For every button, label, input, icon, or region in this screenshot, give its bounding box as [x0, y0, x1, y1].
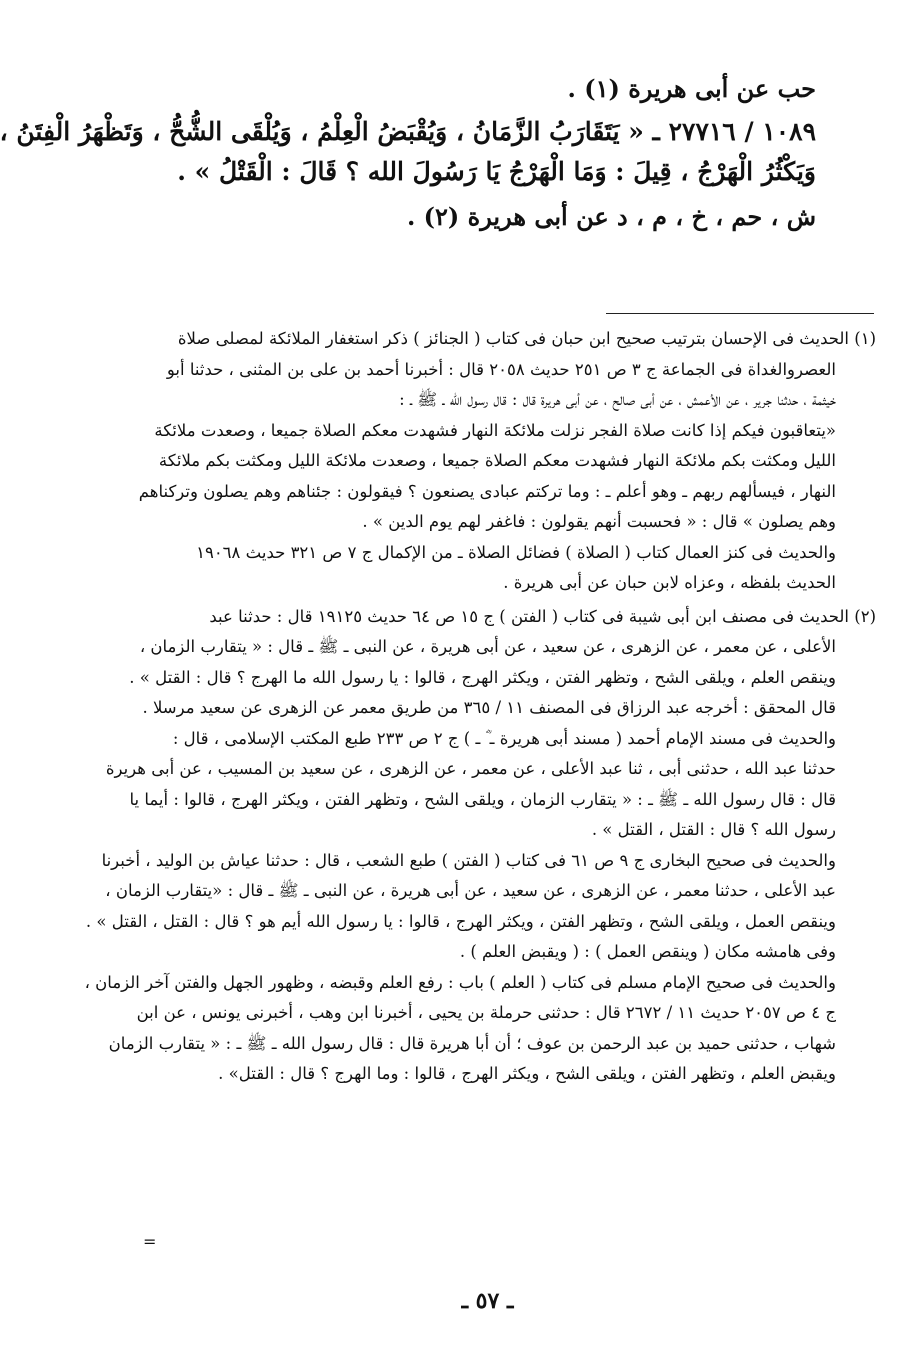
footnote-1-line: وهم يصلون » قال : « فحسبت أنهم يقولون : فاغفر لهم يوم الدين » . [362, 512, 836, 531]
footnote-2-line: ويقبض العلم ، وتظهر الفتن ، ويلقى الشح ، ويكثر الهرج ، قالوا : وما الهرج ؟ قال : القتل» . [218, 1064, 836, 1083]
footnote-2-line: حدثنا عبد الله ، حدثنى أبى ، ثنا عبد الأعلى ، عن معمر ، عن الزهرى ، عن سعيد بن المسيب ، عن أبى هريرة [105, 759, 836, 778]
footnote-1-line: (١) الحديث فى الإحسان بترتيب صحيح ابن حبان فى كتاب ( الجنائز ) ذكر استغفار الملائكة لمصلى صلاة [177, 329, 876, 348]
footnote-1-line: النهار ، فيسألهم ربهم ـ وهو أعلم ـ : وما تركتم عبادى يصنعون ؟ فيقولون : جئناهم وهم يصلون وتركناهم [138, 481, 836, 501]
continuation-mark: = [143, 1232, 157, 1251]
source-attribution-line: ش ، حم ، خ ، م ، د عن أبى هريرة (٢) . [406, 202, 816, 232]
footnote-2-line: قال المحقق : أخرجه عبد الرزاق فى المصنف ١١ / ٣٦٥ من طريق معمر عن الزهرى عن سعيد مرسلا . [142, 698, 836, 717]
footnote-2-line: وينقص العمل ، ويلقى الشح ، وتظهر الفتن ، ويكثر الهرج ، قالوا : يا رسول الله أيم هو ؟ قال : القتل ، القتل » . [85, 911, 836, 931]
footnote-1-line: الليل ومكثت بكم ملائكة النهار فشهدت معكم الصلاة جميعا ، وصعدت ملائكة الليل ومكثت بكم ملائكة [158, 451, 836, 470]
footnote-2-line: رسول الله ؟ قال : القتل ، القتل » . [591, 820, 836, 839]
footnote-2-line: عبد الأعلى ، حدثنا معمر ، عن الزهرى ، عن سعيد ، عن أبى هريرة ، عن النبى ـ ﷺ ـ قال : «يتقارب الزمان ، [105, 881, 836, 900]
footnote-2-line: (٢) الحديث فى مصنف ابن أبى شيبة فى كتاب ( الفتن ) ج ١٥ ص ٦٤ حديث ١٩١٢٥ قال : حدثنا عبد [209, 606, 876, 626]
hadith-text-line: وَيَكْثُرُ الْهَرْجُ ، قِيلَ : وَمَا الْهَرْجُ يَا رَسُولَ الله ؟ قَالَ : الْقَتْلُ » . [177, 157, 816, 187]
footnote-2-line: وفى هامشه مكان ( وينقص العمل ) : ( ويقبض العلم ) . [459, 942, 836, 961]
page-number: ـ ٥٧ ـ [461, 1288, 514, 1314]
footnote-1-line: العصروالغداة فى الجماعة ج ٣ ص ٢٥١ حديث ٢٠٥٨ قال : أخبرنا أحمد بن على بن المثنى ، حدثنا أبو [166, 359, 836, 379]
main-text [0, 70, 816, 237]
footnote-1-line: الحديث بلفظه ، وعزاه لابن حبان عن أبى هريرة . [503, 573, 836, 592]
footnote-2-line: والحديث فى صحيح الإمام مسلم فى كتاب ( العلم ) باب : رفع العلم وقبضه ، وظهور الجهل والفتن آخر الزمان ، [84, 972, 836, 992]
main-text-line: حب عن أبى هريرة (١) . [567, 74, 816, 103]
footnote-1-line: «يتعاقبون فيكم إذا كانت صلاة الفجر نزلت ملائكة النهار فشهدت معكم الصلاة جميعا ، وصعدت ملائكة [154, 420, 836, 440]
footnote-1-line: خيثمة ، حدثنا جرير ، عن الأعمش ، عن أبى صالح ، عن أبى هريرة قال : قال رسول الله ـ ﷺ ـ : [399, 390, 836, 409]
footnote-2-line: قال : قال رسول الله ـ ﷺ ـ : « يتقارب الزمان ، ويلقى الشح ، وتظهر الفتن ، ويكثر الهرج ، قالوا : أيما يا [129, 789, 836, 809]
hadith-text-line: ١٠٨٩ / ٢٧٧١٦ ـ « يَتَقَارَبُ الزَّمَانُ ، وَيُقْبَضُ الْعِلْمُ ، وَيُلْقَى الشُّحُّ ، وَتَظْهَرُ الْفِتَنُ ، [0, 117, 816, 147]
footnote-1-line: والحديث فى كنز العمال كتاب ( الصلاة ) فضائل الصلاة ـ من الإكمال ج ٧ ص ٣٢١ حديث ١٩٠٦٨ [196, 542, 836, 562]
footnote-2-line: ج ٤ ص ٢٠٥٧ حديث ١١ / ٢٦٧٢ قال : حدثنى حرملة بن يحيى ، أخبرنا ابن وهب ، أخبرنى يونس ، عن ابن [136, 1003, 836, 1022]
footnote-2-line: والحديث فى صحيح البخارى ج ٩ ص ٦١ فى كتاب ( الفتن ) طبع الشعب ، قال : حدثنا عياش بن الوليد ، أخبرنا [101, 850, 836, 870]
footnote-2-line: والحديث فى مسند الإمام أحمد ( مسند أبى هريرة ـ ؓ ـ ) ج ٢ ص ٢٣٣ طبع المكتب الإسلامى ، قال : [172, 728, 836, 748]
footnote-2-line: وينقص العلم ، ويلقى الشح ، وتظهر الفتن ، ويكثر الهرج ، قالوا : يا رسول الله ما الهرج ؟ قال : القتل » . [129, 667, 836, 687]
footnote-2-line: شهاب ، حدثنى حميد بن عبد الرحمن بن عوف ؛ أن أبا هريرة قال : قال رسول الله ـ ﷺ ـ : « يتقارب الزمان [108, 1033, 836, 1053]
footnote-2-line: الأعلى ، عن معمر ، عن الزهرى ، عن سعيد ، عن أبى هريرة ، عن النبى ـ ﷺ ـ قال : « يتقارب الزمان ، [139, 637, 836, 656]
footnote-separator [606, 313, 874, 314]
footnotes [84, 324, 876, 1090]
